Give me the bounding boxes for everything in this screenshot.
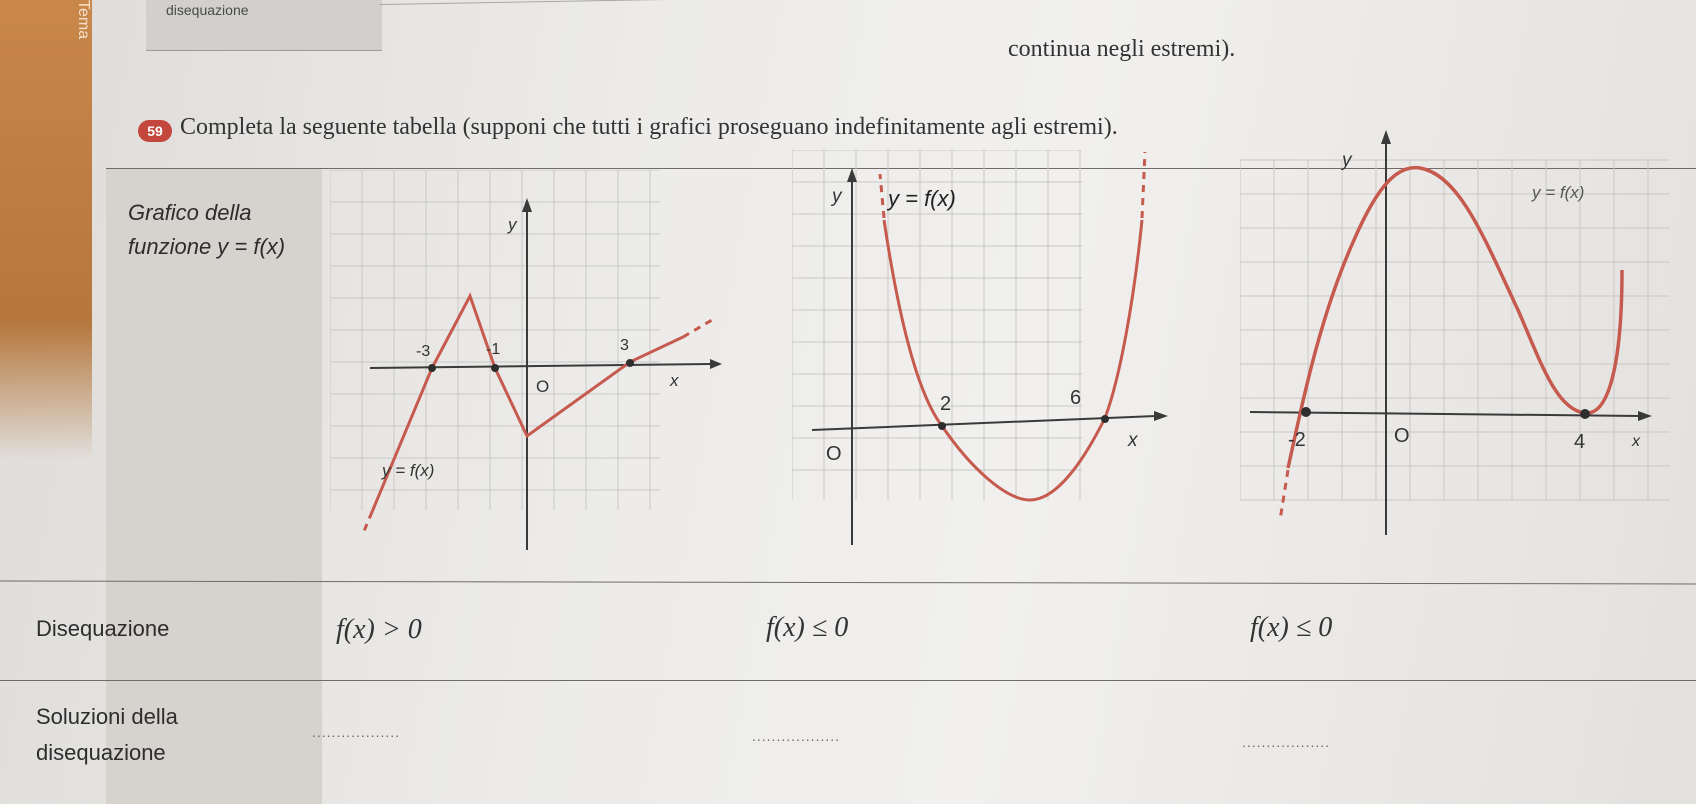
- graph-2-tick-a: 2: [940, 393, 952, 415]
- answer-blank-2[interactable]: ..................: [752, 728, 841, 744]
- graph-3-y-arrow: [1381, 130, 1391, 144]
- graph-3-y-label: y: [1342, 150, 1352, 171]
- graph-3-curve: [1288, 168, 1622, 468]
- row-label-inequality: Disequazione: [36, 616, 170, 641]
- row-label-graph-2: funzione y = f(x): [128, 234, 286, 259]
- graph-2-x-arrow: [1154, 411, 1168, 421]
- graph-1-origin: O: [536, 377, 550, 396]
- graph-1-tick-b: -1: [486, 341, 501, 358]
- chapter-side-strip: [0, 0, 92, 460]
- graph-1: [330, 170, 730, 570]
- graph-3-function-label: y = f(x): [1532, 183, 1585, 202]
- graph-3-root-b: [1580, 409, 1590, 419]
- side-tab-label: Tema: [75, 0, 92, 40]
- exercise-number-badge: 59: [138, 120, 172, 142]
- graph-1-grid: [330, 170, 660, 510]
- graph-2-curve-dash-right: [1142, 152, 1145, 218]
- graph-3-root-a: [1301, 407, 1311, 417]
- graph-1-x-arrow: [710, 359, 722, 369]
- previous-text-fragment: continua negli estremi).: [1008, 36, 1236, 62]
- answer-blank-1[interactable]: ..................: [312, 724, 401, 740]
- graph-1-x-label: x: [670, 371, 679, 390]
- exercise-instruction: Completa la seguente tabella (supponi che tutti i grafici proseguano indefinitamente agli estremi).: [180, 114, 1118, 140]
- graph-1-tick-c: 3: [620, 337, 629, 354]
- graph-2-root-a: [938, 422, 946, 430]
- graph-3-x-label: x: [1632, 433, 1640, 450]
- graph-1-curve-dash-right: [683, 320, 712, 337]
- graph-1-y-label: y: [508, 215, 517, 234]
- graph-2-tick-b: 6: [1070, 387, 1082, 409]
- graph-1-root-c: [626, 359, 634, 367]
- graph-2-x-label: x: [1128, 430, 1138, 451]
- graph-1-root-a: [428, 364, 436, 372]
- graph-1-curve-dash-left: [362, 512, 372, 536]
- graph-3-x-arrow: [1638, 411, 1652, 421]
- top-rule: [380, 0, 1680, 5]
- graph-2-origin: O: [826, 443, 842, 465]
- table-rule-2: [0, 680, 1696, 681]
- graph-2-y-label: y: [832, 186, 842, 207]
- graph-1-y-arrow: [522, 198, 532, 212]
- graph-3-tick-a: -2: [1288, 429, 1306, 451]
- graph-2-curve-dash-left: [880, 174, 884, 218]
- row-label-graph-1: Grafico della: [128, 200, 252, 225]
- graph-3-tick-b: 4: [1574, 431, 1586, 453]
- inequality-2: f(x) ≤ 0: [766, 612, 849, 643]
- graph-3-curve-dash-left: [1280, 470, 1288, 520]
- graph-1-tick-a: -3: [416, 343, 431, 360]
- answer-blank-3[interactable]: ..................: [1242, 734, 1331, 750]
- header-label: disequazione: [166, 2, 249, 18]
- graph-2-function-label: y = f(x): [888, 186, 956, 211]
- graph-3: [1240, 120, 1680, 560]
- row-label-solutions-2: disequazione: [36, 740, 166, 765]
- row-label-solutions-1: Soluzioni della: [36, 704, 178, 729]
- inequality-1: f(x) > 0: [336, 614, 422, 645]
- inequality-3: f(x) ≤ 0: [1250, 612, 1333, 643]
- graph-2-root-b: [1101, 415, 1109, 423]
- graph-2-curve: [884, 220, 1142, 500]
- graph-1-x-axis: [370, 364, 710, 368]
- graph-1-function-label: y = f(x): [382, 461, 435, 480]
- graph-1-root-b: [491, 364, 499, 372]
- graph-3-origin: O: [1394, 425, 1410, 447]
- graph-2: [792, 150, 1192, 570]
